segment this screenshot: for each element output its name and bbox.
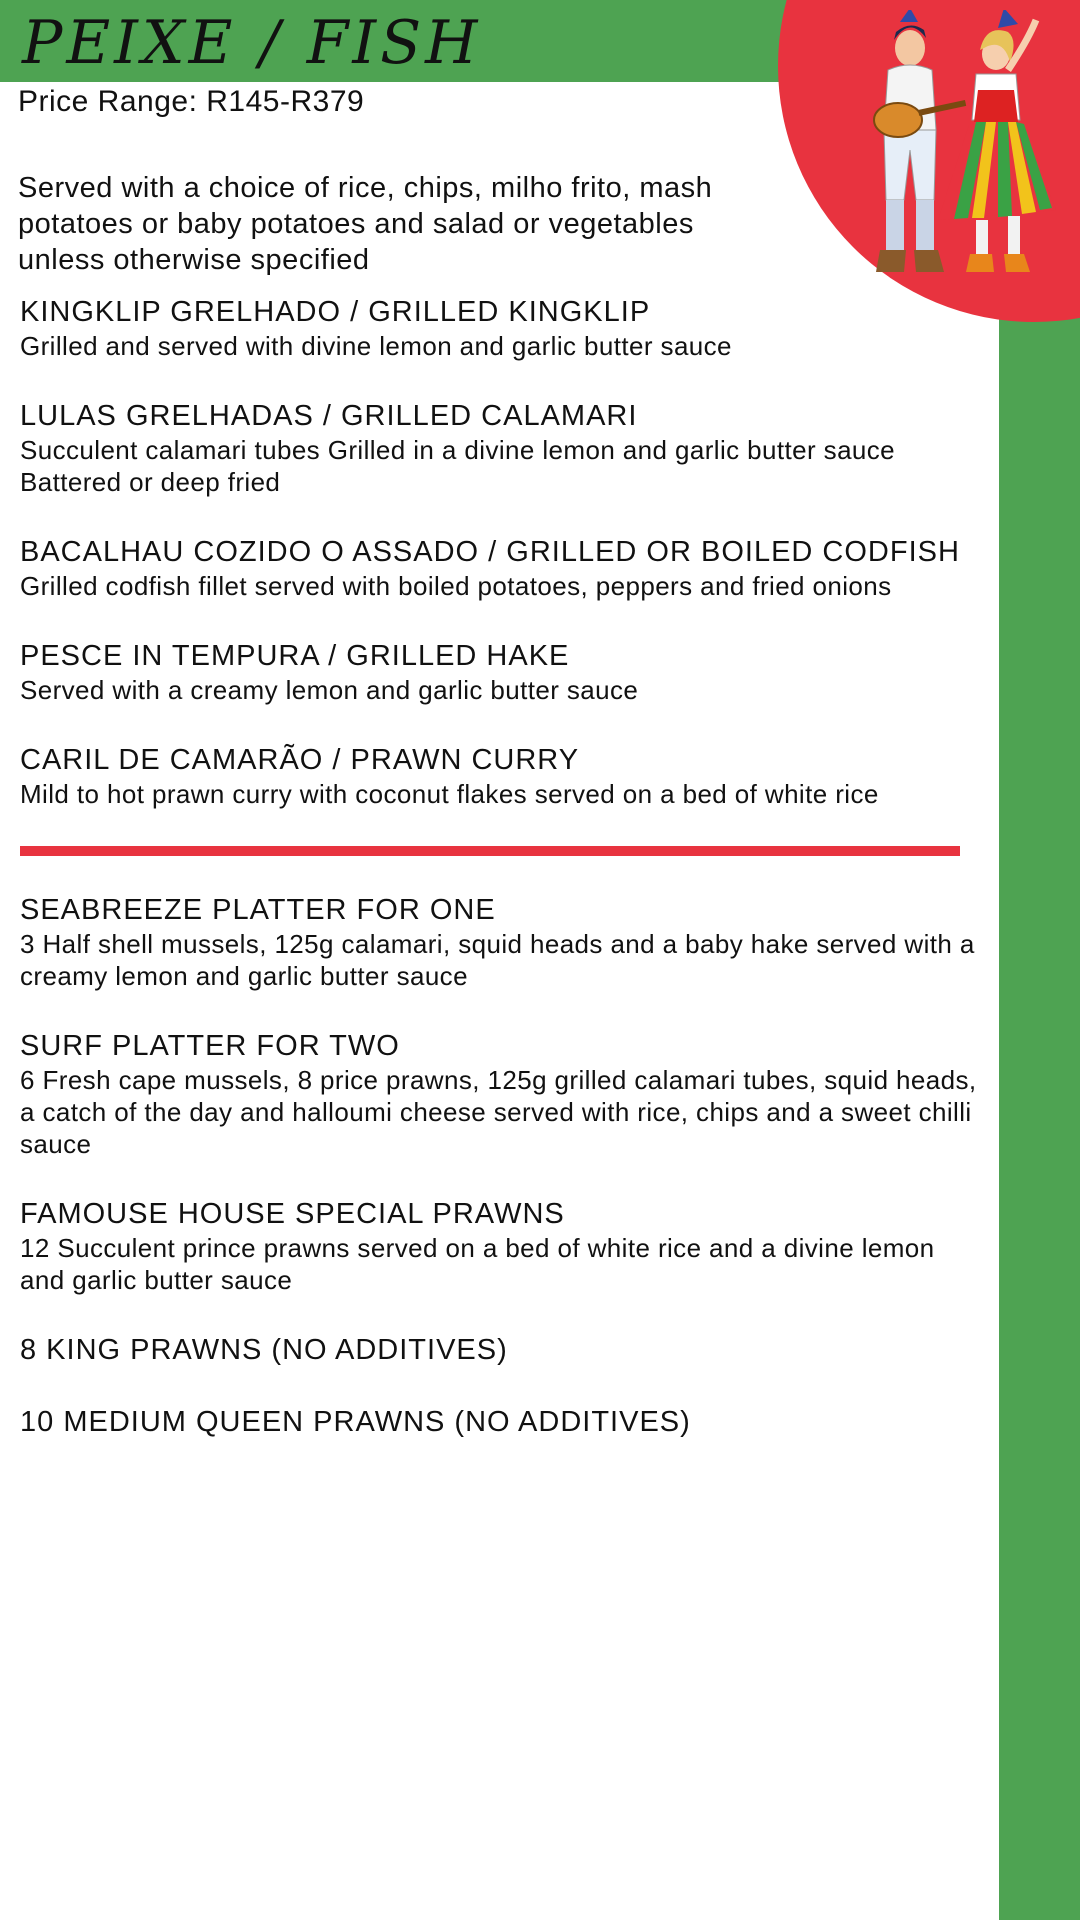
menu-item-description	[20, 778, 980, 810]
menu-item-description-line: Mild to hot prawn curry with coconut flakes served on a bed of white rice	[20, 779, 879, 809]
menu-item-name: SURF PLATTER FOR TWO	[20, 1030, 400, 1062]
menu-item-description	[20, 570, 980, 602]
menu-item-name: 8 KING PRAWNS (NO ADDITIVES)	[20, 1334, 508, 1366]
menu-item	[20, 1028, 980, 1160]
menu-item-description-line: Grilled codfish fillet served with boiled potatoes, peppers and fried onions	[20, 571, 892, 601]
menu-item	[20, 1196, 980, 1296]
menu-item-name: KINGKLIP GRELHADO / GRILLED KINGKLIP	[20, 296, 651, 328]
menu-item	[20, 1332, 980, 1368]
menu-item-description	[20, 1064, 980, 1160]
intro-text: Served with a choice of rice, chips, milho frito, mash potatoes or baby potatoes and salad or vegetables unless otherwise specified	[18, 172, 713, 276]
menu-item	[20, 892, 980, 992]
folk-dancers-illustration	[858, 10, 1058, 290]
menu-item-description	[20, 330, 980, 362]
menu-item-name: 10 MEDIUM QUEEN PRAWNS (NO ADDITIVES)	[20, 1406, 691, 1438]
page-title: PEIXE / FISH	[22, 8, 482, 78]
menu-item-description-line: 6 Fresh cape mussels, 8 price prawns, 125g grilled calamari tubes, squid heads, a catch of the day and halloumi cheese served with rice, chips and a sweet chilli sauce	[20, 1065, 977, 1159]
menu-item	[20, 534, 980, 602]
menu-item-description	[20, 434, 980, 498]
menu-item	[20, 1404, 980, 1440]
menu-item-name: BACALHAU COZIDO O ASSADO / GRILLED OR BOILED CODFISH	[20, 536, 960, 568]
menu-item	[20, 294, 980, 362]
platters-section	[20, 892, 980, 1440]
menu-item-description	[20, 928, 980, 992]
menu-item	[20, 742, 980, 810]
menu-item-name: LULAS GRELHADAS / GRILLED CALAMARI	[20, 400, 638, 432]
menu-item-name: CARIL DE CAMARÃO / PRAWN CURRY	[20, 744, 580, 776]
menu-item-description	[20, 1232, 980, 1296]
menu-item-description	[20, 674, 980, 706]
menu-item	[20, 638, 980, 706]
menu-item-name: FAMOUSE HOUSE SPECIAL PRAWNS	[20, 1198, 565, 1230]
section-divider	[20, 846, 960, 856]
menu-item-description-line: Grilled and served with divine lemon and garlic butter sauce	[20, 331, 732, 361]
menu-item-description-line: 3 Half shell mussels, 125g calamari, squid heads and a baby hake served with a creamy lemon and garlic butter sauce	[20, 929, 975, 991]
menu-list	[20, 294, 980, 1476]
menu-item-description-line: Served with a creamy lemon and garlic butter sauce	[20, 675, 639, 705]
menu-item-description-line: Battered or deep fried	[20, 467, 281, 497]
menu-item-description-line: Succulent calamari tubes Grilled in a divine lemon and garlic butter sauce	[20, 435, 896, 465]
menu-item	[20, 398, 980, 498]
price-range: Price Range: R145-R379	[18, 85, 365, 118]
menu-item-name: SEABREEZE PLATTER FOR ONE	[20, 894, 496, 926]
main-dishes-section	[20, 294, 980, 810]
menu-item-description-line: 12 Succulent prince prawns served on a bed of white rice and a divine lemon and garlic butter sauce	[20, 1233, 935, 1295]
menu-item-name: PESCE IN TEMPURA / GRILLED HAKE	[20, 640, 570, 672]
